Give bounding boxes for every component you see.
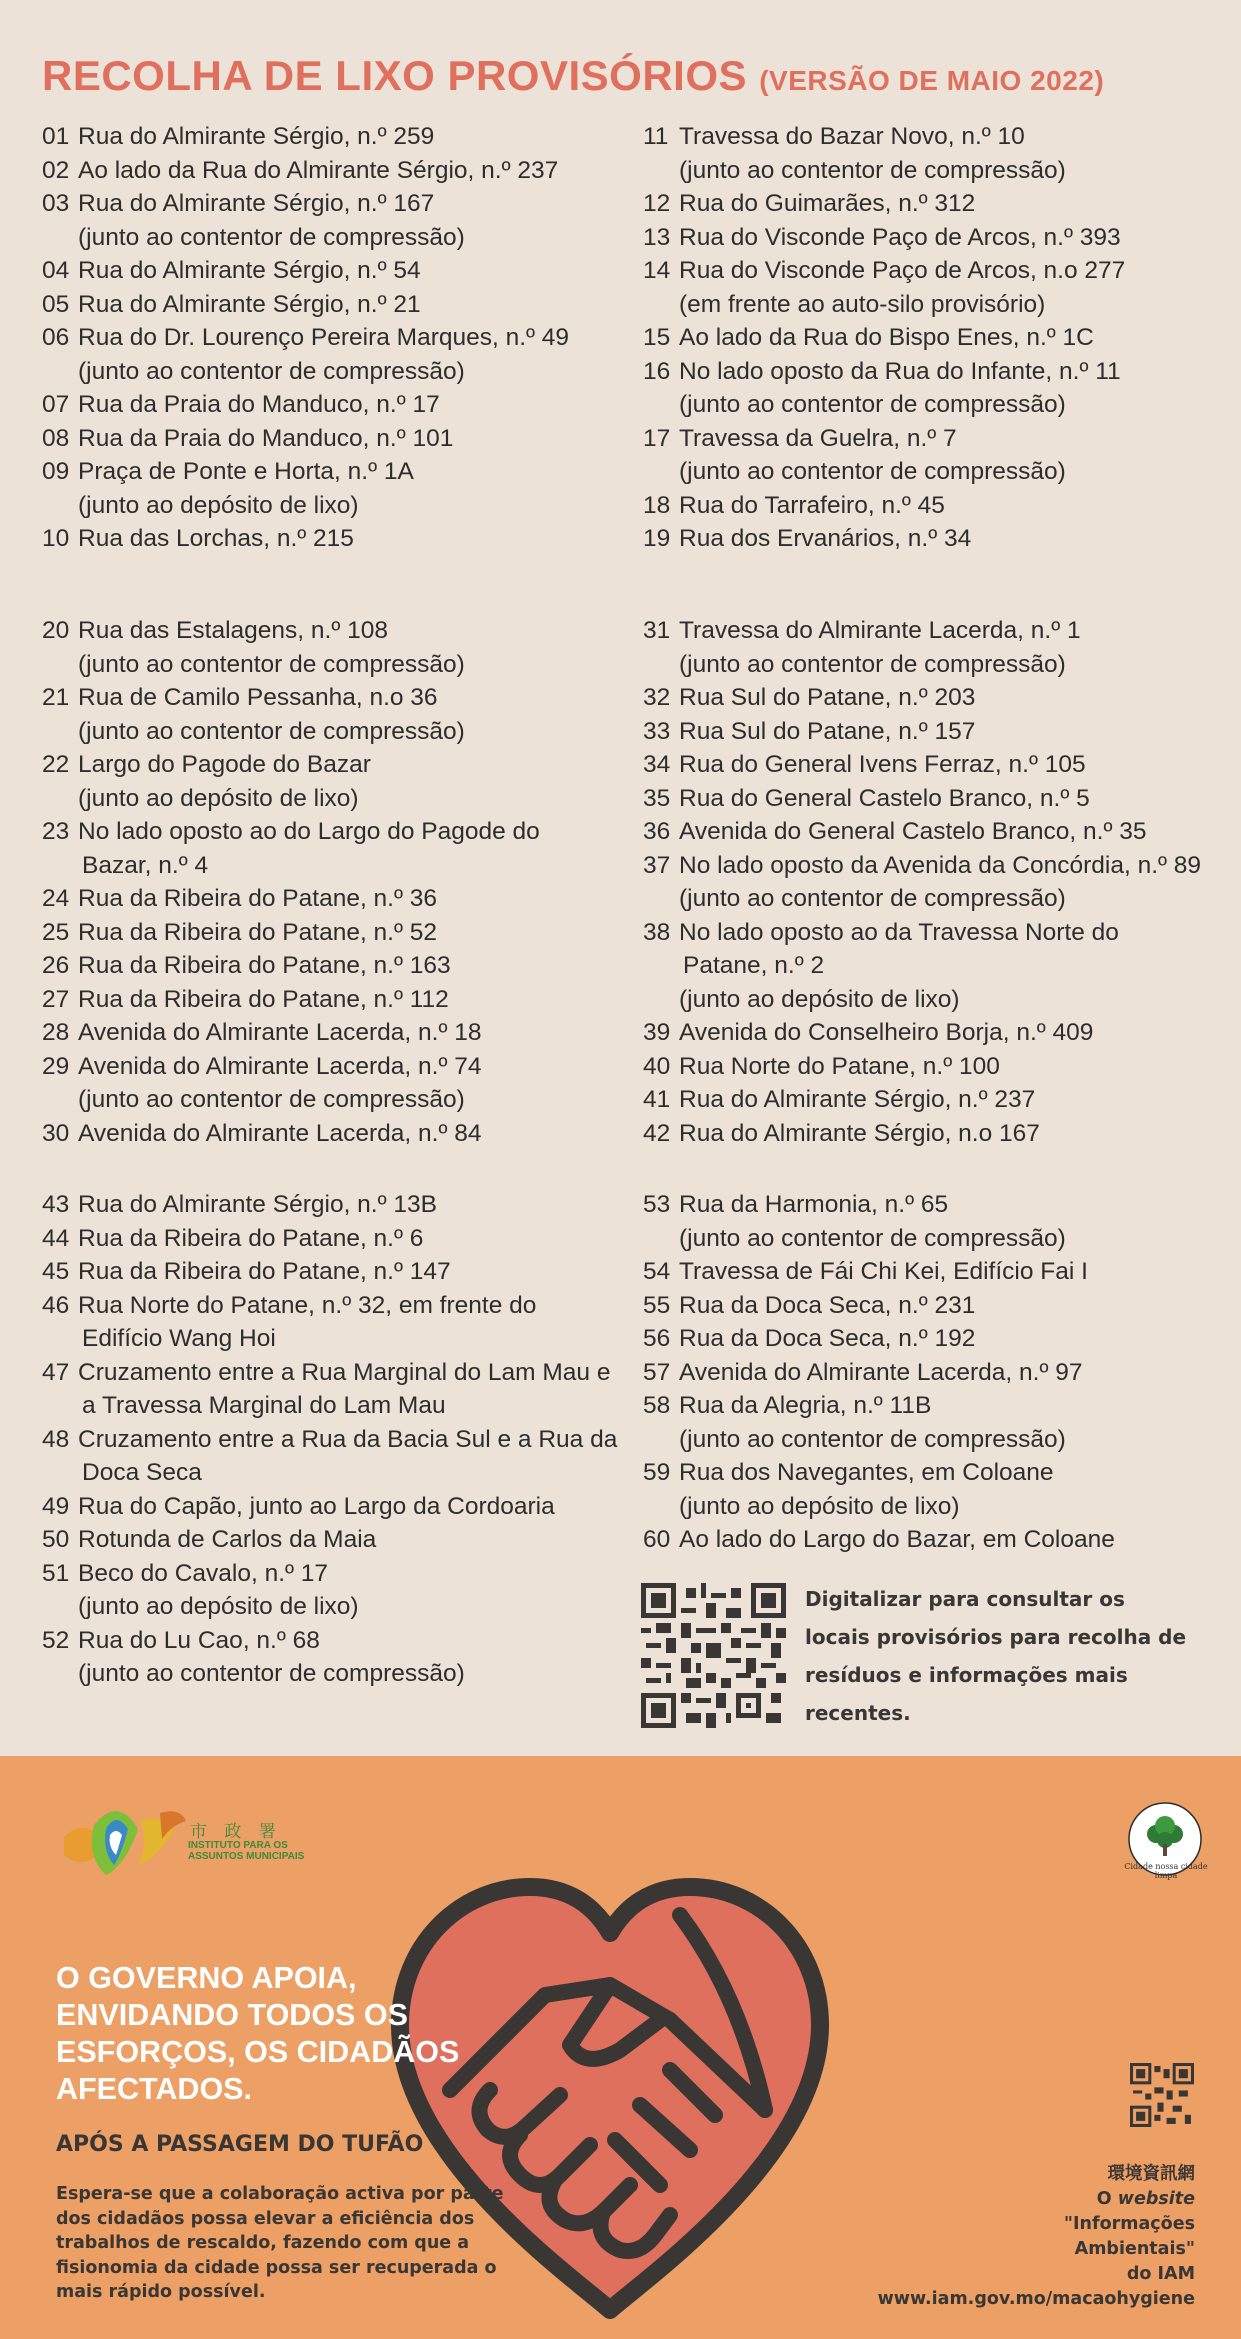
location-address: Rua da Ribeira do Patane, n.º 36 xyxy=(78,885,437,912)
location-number: 36 xyxy=(643,818,671,845)
location-note: (junto ao depósito de lixo) xyxy=(78,1593,359,1620)
location-number: 55 xyxy=(643,1291,671,1319)
page-title xyxy=(42,52,1104,100)
iam-logo-line-1: INSTITUTO PARA OS xyxy=(188,1840,288,1851)
location-address: Avenida do General Castelo Branco, n.º 35 xyxy=(679,818,1147,845)
location-note: (junto ao depósito de lixo) xyxy=(679,985,960,1013)
location-item xyxy=(643,1016,1223,1050)
location-number: 03 xyxy=(42,190,70,217)
location-number: 59 xyxy=(643,1459,671,1486)
location-address: Rua da Ribeira do Patane, n.º 147 xyxy=(78,1258,451,1285)
location-number: 20 xyxy=(42,617,70,644)
location-address: Rua do Almirante Sérgio, n.º 21 xyxy=(78,290,421,318)
after-typhoon-heading: APÓS A PASSAGEM DO TUFÃO xyxy=(56,2132,424,2157)
location-address: No lado oposto da Avenida da Concórdia, n.º 89 xyxy=(679,851,1202,879)
location-number: 58 xyxy=(643,1392,671,1419)
location-number: 54 xyxy=(643,1258,671,1285)
location-address: Rua Sul do Patane, n.º 157 xyxy=(679,717,976,745)
website-qr-code[interactable] xyxy=(1130,2063,1194,2127)
location-address: Travessa de Fái Chi Kei, Edifício Fai I xyxy=(679,1258,1088,1285)
location-address: Rua da Praia do Manduco, n.º 101 xyxy=(78,424,454,452)
location-item xyxy=(643,522,1223,556)
location-item xyxy=(42,254,622,288)
location-item xyxy=(42,1016,622,1050)
location-note: Patane, n.º 2 xyxy=(683,952,825,979)
location-address: Travessa do Bazar Novo, n.º 10 xyxy=(679,123,1025,150)
locations-column-2c xyxy=(643,1188,1223,1557)
location-address: Rua do Lu Cao, n.º 68 xyxy=(78,1626,320,1654)
location-number: 30 xyxy=(42,1119,70,1147)
location-number: 39 xyxy=(643,1019,671,1046)
location-address: Rua do Almirante Sérgio, n.º 259 xyxy=(78,123,435,150)
location-item xyxy=(643,254,1223,321)
location-address: Rua do Visconde Paço de Arcos, n.o 277 xyxy=(679,257,1126,284)
location-number: 32 xyxy=(643,684,671,711)
locations-column-1a xyxy=(42,120,622,556)
location-note: (junto ao depósito de lixo) xyxy=(78,784,359,812)
location-number: 35 xyxy=(643,784,671,812)
location-address: Avenida do Almirante Lacerda, n.º 18 xyxy=(78,1019,482,1046)
location-number: 40 xyxy=(643,1052,671,1080)
qr-instructions: Digitalizar para consultar os locais provisórios para recolha de resíduos e informações mais recentes. xyxy=(805,1587,1187,1725)
location-address: Rua do General Castelo Branco, n.º 5 xyxy=(679,784,1090,812)
location-item xyxy=(643,1356,1223,1390)
location-item xyxy=(42,1557,622,1624)
iam-logo-line-2: ASSUNTOS MUNICIPAIS xyxy=(188,1851,305,1862)
slogan: O GOVERNO APOIA, ENVIDANDO TODOS OS ESFORÇOS, OS CIDADÃOS AFECTADOS. xyxy=(56,1961,460,2106)
location-number: 42 xyxy=(643,1119,671,1147)
location-number: 34 xyxy=(643,751,671,778)
location-number: 18 xyxy=(643,491,671,519)
location-number: 02 xyxy=(42,156,70,184)
location-item xyxy=(42,1490,622,1524)
website-url[interactable]: www.iam.gov.mo/macaohygiene xyxy=(877,2289,1195,2309)
location-number: 38 xyxy=(643,918,671,946)
location-item xyxy=(42,187,622,254)
location-item xyxy=(42,1523,622,1557)
location-item xyxy=(42,614,622,681)
location-item xyxy=(42,815,622,882)
location-number: 46 xyxy=(42,1291,70,1319)
location-address: Rua dos Ervanários, n.º 34 xyxy=(679,525,972,552)
location-note: (junto ao contentor de compressão) xyxy=(78,650,465,678)
location-note: (junto ao contentor de compressão) xyxy=(679,391,1066,418)
location-address: Ao lado do Largo do Bazar, em Coloane xyxy=(679,1526,1115,1553)
location-item xyxy=(42,1222,622,1256)
location-item xyxy=(643,681,1223,715)
location-item xyxy=(643,1389,1223,1456)
location-number: 22 xyxy=(42,751,70,778)
location-item xyxy=(643,1456,1223,1523)
location-address: Rua da Alegria, n.º 11B xyxy=(679,1392,932,1419)
location-address: Rua da Ribeira do Patane, n.º 52 xyxy=(78,918,437,946)
location-note: (junto ao contentor de compressão) xyxy=(78,357,465,385)
location-number: 07 xyxy=(42,391,70,418)
location-note: (junto ao contentor de compressão) xyxy=(679,156,1066,184)
location-number: 17 xyxy=(643,424,671,452)
location-number: 27 xyxy=(42,985,70,1013)
iam-logo-chinese: 市 政 署 xyxy=(190,1822,282,1842)
location-item xyxy=(42,916,622,950)
location-note: (junto ao contentor de compressão) xyxy=(78,1086,465,1113)
location-item xyxy=(42,422,622,456)
location-address: Rua Sul do Patane, n.º 203 xyxy=(679,684,976,711)
location-item xyxy=(643,422,1223,489)
location-address: Rua da Ribeira do Patane, n.º 6 xyxy=(78,1224,424,1252)
location-number: 23 xyxy=(42,818,70,845)
location-number: 33 xyxy=(643,717,671,745)
location-item xyxy=(42,1188,622,1222)
location-address: Rua Norte do Patane, n.º 32, em frente do xyxy=(78,1291,537,1319)
location-address: No lado oposto ao da Travessa Norte do xyxy=(679,918,1119,946)
location-item xyxy=(643,1083,1223,1117)
locations-column-1b xyxy=(42,614,622,1150)
location-address: Rua da Harmonia, n.º 65 xyxy=(679,1191,949,1218)
location-number: 06 xyxy=(42,324,70,351)
location-address: Avenida do Almirante Lacerda, n.º 84 xyxy=(78,1119,482,1147)
location-number: 29 xyxy=(42,1052,70,1080)
location-address: Rotunda de Carlos da Maia xyxy=(78,1526,377,1553)
locations-column-2a xyxy=(643,120,1223,556)
location-item xyxy=(643,1188,1223,1255)
location-address: Rua do Almirante Sérgio, n.º 237 xyxy=(679,1086,1036,1113)
location-note: (junto ao contentor de compressão) xyxy=(679,650,1066,678)
website-line-1 xyxy=(878,2187,1195,2212)
location-address: Travessa do Almirante Lacerda, n.º 1 xyxy=(679,617,1081,644)
location-number: 50 xyxy=(42,1526,70,1553)
location-number: 10 xyxy=(42,525,70,552)
qr-code[interactable] xyxy=(641,1583,786,1728)
location-item xyxy=(42,748,622,815)
location-note: Bazar, n.º 4 xyxy=(82,851,209,879)
location-note: (em frente ao auto-silo provisório) xyxy=(679,290,1046,318)
location-number: 44 xyxy=(42,1224,70,1252)
location-number: 37 xyxy=(643,851,671,879)
location-address: No lado oposto da Rua do Infante, n.º 11 xyxy=(679,357,1121,385)
location-number: 26 xyxy=(42,952,70,979)
location-item xyxy=(42,949,622,983)
location-address: Rua do Visconde Paço de Arcos, n.º 393 xyxy=(679,223,1121,251)
location-note: (junto ao contentor de compressão) xyxy=(679,885,1066,912)
location-item xyxy=(42,1356,622,1423)
location-item xyxy=(42,1423,622,1490)
location-note: a Travessa Marginal do Lam Mau xyxy=(82,1392,446,1419)
location-address: Rua de Camilo Pessanha, n.o 36 xyxy=(78,684,438,711)
location-item xyxy=(42,1255,622,1289)
location-address: Ao lado da Rua do Bispo Enes, n.º 1C xyxy=(679,324,1094,351)
location-address: Cruzamento entre a Rua da Bacia Sul e a Rua da xyxy=(78,1425,618,1453)
location-address: Rua dos Navegantes, em Coloane xyxy=(679,1459,1054,1486)
location-note: (junto ao contentor de compressão) xyxy=(78,1660,465,1687)
location-number: 24 xyxy=(42,885,70,912)
location-item xyxy=(643,489,1223,523)
location-address: Rua do Tarrafeiro, n.º 45 xyxy=(679,491,945,519)
location-number: 53 xyxy=(643,1191,671,1218)
website-line-4: do IAM xyxy=(1126,2264,1195,2284)
location-number: 51 xyxy=(42,1559,70,1587)
body-text: Espera-se que a colaboração activa por parte dos cidadãos possa elevar a eficiência dos trabalhos de rescaldo, fazendo com que a fisionomia da cidade possa ser recuperada o mais rápido possível. xyxy=(56,2184,504,2302)
location-item xyxy=(42,120,622,154)
location-address: Ao lado da Rua do Almirante Sérgio, n.º 237 xyxy=(78,156,559,184)
location-item xyxy=(643,355,1223,422)
location-item xyxy=(643,715,1223,749)
location-number: 52 xyxy=(42,1626,70,1654)
location-note: (junto ao contentor de compressão) xyxy=(679,1224,1066,1252)
location-address: Rua das Lorchas, n.º 215 xyxy=(78,525,354,552)
location-number: 49 xyxy=(42,1492,70,1520)
location-number: 21 xyxy=(42,684,70,711)
location-item xyxy=(42,288,622,322)
location-address: Travessa da Guelra, n.º 7 xyxy=(679,424,957,452)
location-item xyxy=(643,849,1223,916)
location-item xyxy=(643,1050,1223,1084)
location-address: Rua do Guimarães, n.º 312 xyxy=(679,190,976,217)
location-address: Rua Norte do Patane, n.º 100 xyxy=(679,1052,1000,1080)
location-note: Doca Seca xyxy=(82,1459,202,1486)
location-note: (junto ao contentor de compressão) xyxy=(679,1425,1066,1453)
location-item xyxy=(42,522,622,556)
iam-logo-name xyxy=(188,1840,304,1862)
location-number: 15 xyxy=(643,324,671,351)
location-item xyxy=(42,1289,622,1356)
location-number: 13 xyxy=(643,223,671,251)
location-item xyxy=(643,815,1223,849)
location-number: 31 xyxy=(643,617,671,644)
location-item xyxy=(42,1050,622,1117)
location-address: Rua da Ribeira do Patane, n.º 163 xyxy=(78,952,451,979)
location-note: Edifício Wang Hoi xyxy=(82,1325,276,1352)
location-number: 08 xyxy=(42,424,70,452)
location-address: Cruzamento entre a Rua Marginal do Lam Mau e xyxy=(78,1358,611,1386)
location-item xyxy=(643,1322,1223,1356)
location-number: 12 xyxy=(643,190,671,217)
website-line-1-prefix: O xyxy=(1096,2189,1118,2209)
website-chinese: 環境資訊網 xyxy=(1107,2164,1195,2184)
location-number: 19 xyxy=(643,525,671,552)
location-address: Rua do General Ivens Ferraz, n.º 105 xyxy=(679,751,1086,778)
location-number: 14 xyxy=(643,257,671,284)
location-item xyxy=(643,614,1223,681)
location-item xyxy=(42,1117,622,1151)
location-item xyxy=(643,1117,1223,1151)
location-number: 05 xyxy=(42,290,70,318)
location-number: 56 xyxy=(643,1325,671,1352)
location-address: Rua do Capão, junto ao Largo da Cordoaria xyxy=(78,1492,555,1520)
location-item xyxy=(42,882,622,916)
locations-column-1c xyxy=(42,1188,622,1691)
location-address: Rua da Ribeira do Patane, n.º 112 xyxy=(78,985,449,1013)
location-note: (junto ao contentor de compressão) xyxy=(679,458,1066,485)
location-address: Rua da Doca Seca, n.º 231 xyxy=(679,1291,976,1319)
location-item xyxy=(643,748,1223,782)
location-address: Praça de Ponte e Horta, n.º 1A xyxy=(78,458,414,485)
location-item xyxy=(643,916,1223,1017)
location-number: 16 xyxy=(643,357,671,385)
location-number: 43 xyxy=(42,1191,70,1218)
website-line-3: Ambientais" xyxy=(1074,2239,1195,2259)
location-note: (junto ao depósito de lixo) xyxy=(78,491,359,519)
location-number: 28 xyxy=(42,1019,70,1046)
location-number: 04 xyxy=(42,257,70,284)
location-note: (junto ao contentor de compressão) xyxy=(78,717,465,745)
location-item xyxy=(643,1255,1223,1289)
location-address: Avenida do Almirante Lacerda, n.º 97 xyxy=(679,1358,1083,1386)
location-item xyxy=(643,1523,1223,1557)
website-line-2: "Informações xyxy=(1063,2214,1195,2234)
location-item xyxy=(643,187,1223,221)
location-item xyxy=(42,321,622,388)
location-number: 45 xyxy=(42,1258,70,1285)
location-item xyxy=(42,154,622,188)
location-item xyxy=(42,388,622,422)
location-number: 41 xyxy=(643,1086,671,1113)
website-word: website xyxy=(1117,2189,1195,2209)
location-item xyxy=(42,681,622,748)
location-address: Rua do Dr. Lourenço Pereira Marques, n.º 49 xyxy=(78,324,570,351)
location-item xyxy=(42,1624,622,1691)
location-number: 11 xyxy=(643,123,669,150)
location-item xyxy=(42,983,622,1017)
location-address: Rua da Doca Seca, n.º 192 xyxy=(679,1325,976,1352)
location-number: 47 xyxy=(42,1358,70,1386)
location-address: Avenida do Almirante Lacerda, n.º 74 xyxy=(78,1052,482,1080)
location-item xyxy=(643,221,1223,255)
location-address: Rua das Estalagens, n.º 108 xyxy=(78,617,388,644)
location-item xyxy=(643,321,1223,355)
location-note: (junto ao depósito de lixo) xyxy=(679,1492,960,1520)
website-info xyxy=(878,2162,1195,2312)
location-number: 60 xyxy=(643,1526,671,1553)
location-address: Rua do Almirante Sérgio, n.º 167 xyxy=(78,190,435,217)
location-address: Beco do Cavalo, n.º 17 xyxy=(78,1559,329,1587)
location-address: Rua da Praia do Manduco, n.º 17 xyxy=(78,391,440,418)
location-address: Rua do Almirante Sérgio, n.o 167 xyxy=(679,1119,1040,1147)
location-number: 48 xyxy=(42,1425,70,1453)
location-address: Rua do Almirante Sérgio, n.º 54 xyxy=(78,257,421,284)
location-address: Avenida do Conselheiro Borja, n.º 409 xyxy=(679,1019,1094,1046)
location-address: Largo do Pagode do Bazar xyxy=(78,751,371,778)
location-address: No lado oposto ao do Largo do Pagode do xyxy=(78,818,540,845)
location-number: 09 xyxy=(42,458,70,485)
title-main: RECOLHA DE LIXO PROVISÓRIOS xyxy=(42,52,748,99)
location-number: 01 xyxy=(42,123,70,150)
location-address: Rua do Almirante Sérgio, n.º 13B xyxy=(78,1191,437,1218)
location-item xyxy=(42,455,622,522)
emblem-caption: Cidade nossa cidade limpa xyxy=(1124,1862,1208,1880)
location-item xyxy=(643,782,1223,816)
location-number: 25 xyxy=(42,918,70,946)
title-version: (VERSÃO DE MAIO 2022) xyxy=(759,65,1105,96)
location-number: 57 xyxy=(643,1358,671,1386)
location-item xyxy=(643,1289,1223,1323)
locations-column-2b xyxy=(643,614,1223,1150)
location-note: (junto ao contentor de compressão) xyxy=(78,223,465,251)
location-item xyxy=(643,120,1223,187)
